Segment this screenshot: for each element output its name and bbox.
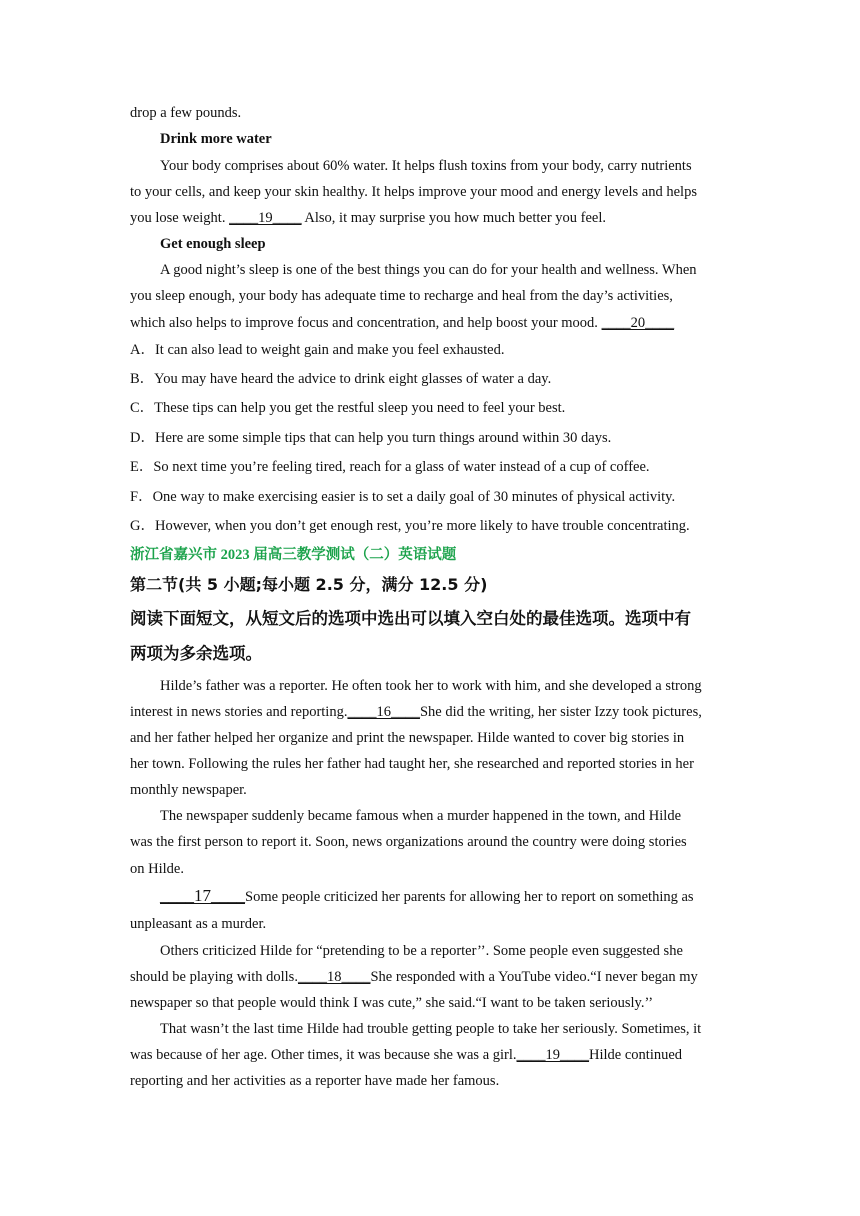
- text-span: Some people criticized her parents for allowing her to report on something as: [245, 889, 694, 905]
- passage-line: Your body comprises about 60% water. It helps flush toxins from your body, carry nutrients: [160, 158, 692, 174]
- passage-line: Hilde’s father was a reporter. He often took her to work with him, and she developed a strong: [160, 678, 702, 694]
- instruction-line: 阅读下面短文，从短文后的选项中选出可以填入空白处的最佳选项。选项中有: [130, 609, 691, 628]
- blank-18: ____18____: [297, 969, 371, 985]
- passage-line: monthly newspaper.: [130, 782, 247, 798]
- text-span: interest in news stories and reporting.: [130, 704, 348, 720]
- text-span: Hilde continued: [589, 1047, 683, 1063]
- text-span: should be playing with dolls.: [130, 969, 298, 985]
- passage-line: on Hilde.: [130, 861, 184, 877]
- passage-line: to your cells, and keep your skin healthy. It helps improve your mood and energy levels and helps: [130, 184, 697, 200]
- passage-line: [130, 313, 750, 333]
- blank-19-passage: ____19____: [516, 1047, 590, 1063]
- option-b: B．You may have heard the advice to drink eight glasses of water a day.: [130, 371, 552, 387]
- passage-line: you sleep enough, your body has adequate time to recharge and heal from the day’s activities,: [130, 288, 673, 304]
- text-span: Also, it may surprise you how much better you feel.: [301, 210, 607, 226]
- passage-line: her town. Following the rules her father had taught her, she researched and reported stories in her: [130, 756, 694, 772]
- blank-16: ____16____: [347, 704, 420, 720]
- text-span: was because of her age. Other times, it was because she was a girl.: [130, 1047, 517, 1063]
- option-g: G．However, when you don’t get enough rest, you’re more likely to have trouble concentrating.: [130, 518, 690, 534]
- passage-line: unpleasant as a murder.: [130, 916, 267, 932]
- passage-line: [160, 886, 750, 907]
- option-e: E．So next time you’re feeling tired, reach for a glass of water instead of a cup of coffee.: [130, 459, 650, 475]
- blank-19: ____19____: [229, 210, 302, 226]
- source-title: 浙江省嘉兴市 2023 届高三教学测试（二）英语试题: [130, 547, 457, 563]
- blank-20: ____20____: [601, 315, 675, 331]
- text-span: She responded with a YouTube video.“I never began my: [370, 969, 698, 985]
- passage-line: The newspaper suddenly became famous when a murder happened in the town, and Hilde: [160, 808, 682, 824]
- option-a: A．It can also lead to weight gain and make you feel exhausted.: [130, 342, 505, 358]
- passage-line: and her father helped her organize and print the newspaper. Hilde wanted to cover big stories in: [130, 730, 685, 746]
- subheading-get-sleep: Get enough sleep: [160, 236, 266, 252]
- passage-line: That wasn’t the last time Hilde had trouble getting people to take her seriously. Sometimes, it: [160, 1021, 702, 1037]
- option-d: D．Here are some simple tips that can help you turn things around within 30 days.: [130, 430, 612, 446]
- passage-line: Others criticized Hilde for “pretending to be a reporter’’. Some people even suggested she: [160, 943, 683, 959]
- passage-line: [130, 1045, 750, 1065]
- passage-line: [130, 702, 750, 722]
- instruction-line: 两项为多余选项。: [130, 644, 262, 663]
- passage-line: [130, 208, 750, 228]
- option-f: F．One way to make exercising easier is to set a daily goal of 30 minutes of physical activity.: [130, 489, 676, 505]
- passage-line: was the first person to report it. Soon, news organizations around the country were doing stories: [130, 834, 687, 850]
- passage-line: reporting and her activities as a reporter have made her famous.: [130, 1073, 500, 1089]
- section-header: 第二节(共 5 小题;每小题 2.5 分，满分 12.5 分): [130, 575, 488, 594]
- option-c: C．These tips can help you get the restful sleep you need to feel your best.: [130, 400, 566, 416]
- subheading-drink-water: Drink more water: [160, 131, 272, 147]
- text-span: you lose weight.: [130, 210, 230, 226]
- text-span: She did the writing, her sister Izzy took pictures,: [419, 704, 702, 720]
- passage-line: [130, 967, 750, 987]
- passage-line: drop a few pounds.: [130, 105, 242, 121]
- text-span: which also helps to improve focus and concentration, and help boost your mood.: [130, 315, 602, 331]
- blank-17: ____17____: [160, 886, 245, 905]
- passage-line: A good night’s sleep is one of the best things you can do for your health and wellness. When: [160, 262, 697, 278]
- passage-line: newspaper so that people would think I was cute,” she said.“I want to be taken seriously.’’: [130, 995, 654, 1011]
